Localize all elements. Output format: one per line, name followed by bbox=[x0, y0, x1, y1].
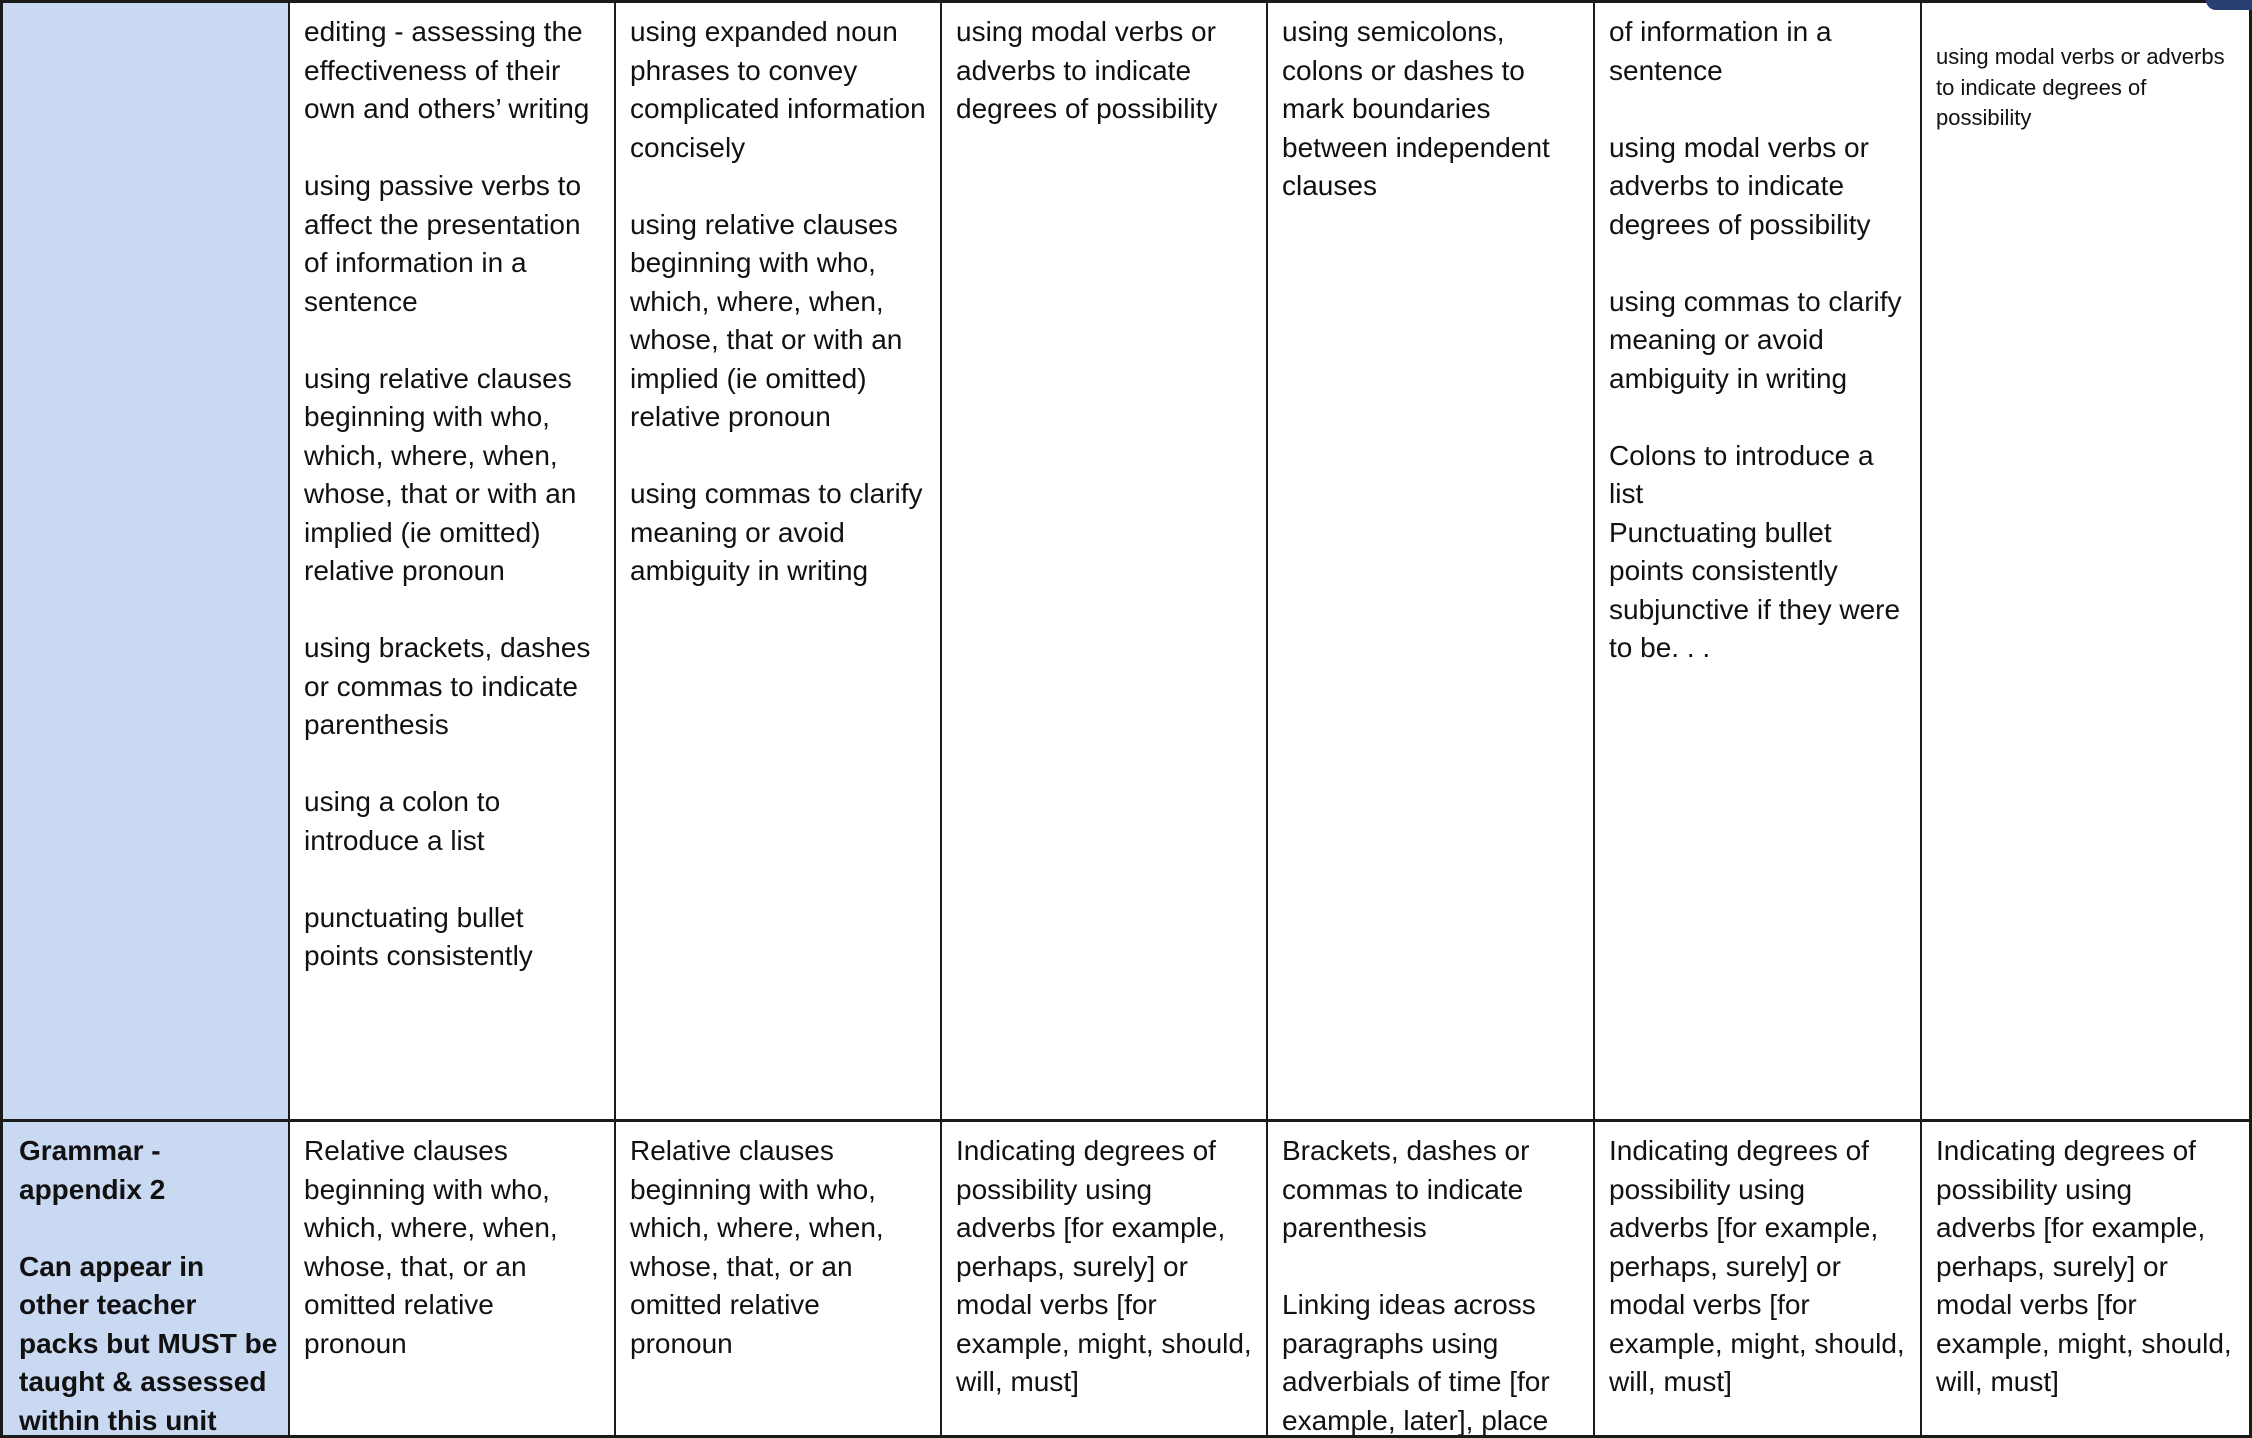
row2-label-title: Grammar - appendix 2 bbox=[19, 1135, 166, 1205]
row2-col4-cell bbox=[1268, 1122, 1595, 1435]
corner-tab-icon bbox=[2206, 0, 2252, 10]
row2-col5-cell bbox=[1595, 1122, 1922, 1435]
row1-col3-cell bbox=[942, 3, 1268, 1122]
list-item: editing - assessing the effectiveness of their own and others’ writing bbox=[304, 16, 590, 124]
list-item: using commas to clarify meaning or avoid ambiguity in writing bbox=[630, 478, 923, 586]
list-item: subjunctive if they were to be. . . bbox=[1609, 593, 1901, 663]
row1-label-cell bbox=[3, 3, 290, 1122]
list-item: using modal verbs or adverbs to indicate degrees of possibility bbox=[1609, 131, 1871, 240]
row2-col1-cell bbox=[290, 1122, 616, 1435]
list-item: Punctuating bullet points consistently bbox=[1609, 516, 1838, 586]
row2-col2-cell bbox=[616, 1122, 942, 1435]
list-item: Relative clauses beginning with who, which, where, when, whose, that, or an omitted relative pronoun bbox=[304, 1135, 558, 1359]
list-item: using relative clauses beginning with who, which, where, when, whose, that or with an implied (ie omitted) relative pronoun bbox=[630, 208, 903, 432]
list-item: punctuating bullet points consistently bbox=[304, 901, 533, 971]
list-item: Colons to introduce a list bbox=[1609, 439, 1874, 509]
list-item: Indicating degrees of possibility using adverbs [for example, perhaps, surely] or modal verbs [for example, might, should, will, must] bbox=[1936, 1135, 2232, 1397]
list-item: using commas to clarify meaning or avoid ambiguity in writing bbox=[1609, 285, 1902, 394]
row2-label-note: Can appear in other teacher packs but MUST be taught & assessed within this unit bbox=[19, 1250, 278, 1435]
list-item: Brackets, dashes or commas to indicate parenthesis bbox=[1282, 1135, 1530, 1243]
row1-col5-cell bbox=[1595, 3, 1922, 1122]
row2-col6-cell bbox=[1922, 1122, 2249, 1435]
list-item: using passive verbs to affect the presentation of information in a sentence bbox=[304, 170, 582, 317]
list-item: using modal verbs or adverbs to indicate degrees of possibility bbox=[956, 16, 1218, 124]
list-item: Indicating degrees of possibility using adverbs [for example, perhaps, surely] or modal verbs [for example, might, should, will, must] bbox=[956, 1135, 1252, 1397]
list-item: using a colon to introduce a list bbox=[304, 786, 501, 856]
row2-col3-cell bbox=[942, 1122, 1268, 1435]
row1-col6-cell bbox=[1922, 3, 2249, 1122]
row1-col1-cell bbox=[290, 3, 616, 1122]
list-item: Indicating degrees of possibility using adverbs [for example, perhaps, surely] or modal verbs [for example, might, should, will, must] bbox=[1609, 1135, 1905, 1397]
list-item: using expanded noun phrases to convey complicated information concisely bbox=[630, 16, 926, 163]
list-item: of information in a sentence bbox=[1609, 16, 1832, 86]
row1-col4-cell bbox=[1268, 3, 1595, 1122]
list-item: Relative clauses beginning with who, which, where, when, whose, that, or an omitted relative pronoun bbox=[630, 1135, 884, 1359]
list-item: using relative clauses beginning with who, which, where, when, whose, that or with an implied (ie omitted) relative pronoun bbox=[304, 362, 577, 586]
list-item: Linking ideas across paragraphs using adverbials of time [for example, later], place bbox=[1282, 1289, 1550, 1435]
list-item: using brackets, dashes or commas to indicate parenthesis bbox=[304, 632, 591, 740]
list-item: using modal verbs or adverbs to indicate degrees of possibility bbox=[1936, 44, 2225, 130]
row2-label-cell bbox=[3, 1122, 290, 1435]
row1-col2-cell bbox=[616, 3, 942, 1122]
list-item: using semicolons, colons or dashes to mark boundaries between independent clauses bbox=[1282, 16, 1550, 201]
